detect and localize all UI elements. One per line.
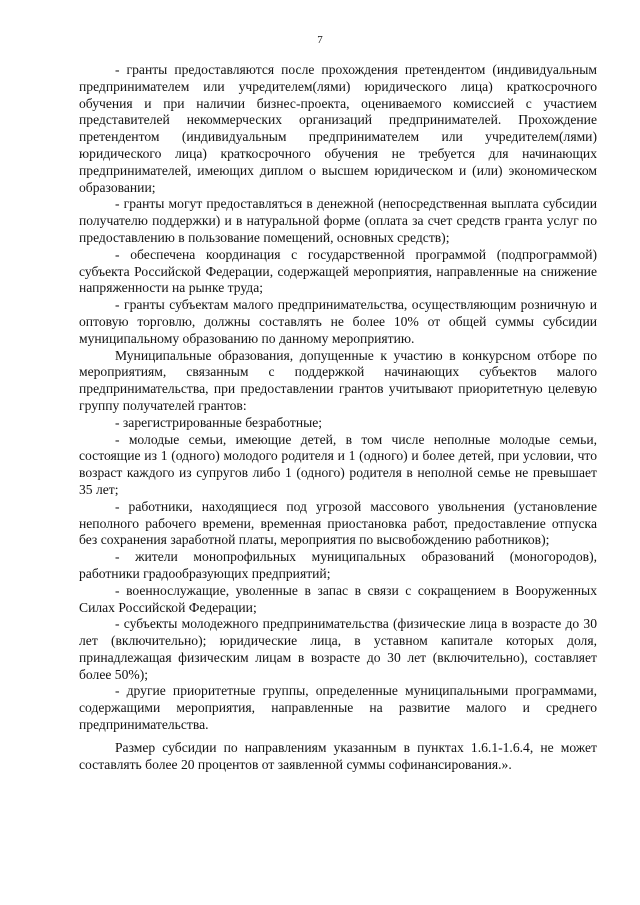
paragraph: Размер субсидии по направлениям указанным в пунктах 1.6.1-1.6.4, не может составлять более 20 процентов от заявленной суммы софинансирования.».: [79, 739, 597, 772]
paragraph: - обеспечена координация с государственной программой (подпрограммой) субъекта Российской Федерации, содержащей мероприятия, направленные на снижение напряженности на рынке труда;: [79, 246, 597, 296]
paragraph: - гранты могут предоставляться в денежной (непосредственная выплата субсидии получателю поддержки) и в натуральной форме (оплата за счет средств гранта услуг по предоставлению в пользование помещений, основных средств);: [79, 196, 597, 245]
document-body: [79, 62, 597, 773]
paragraph: - гранты предоставляются после прохождения претендентом (индивидуальным предпринимателем или учредителем(лями) юридического лица) краткосрочного обучения и при наличии бизнес-проекта, оцениваемого комиссией с участием представителей некоммерческих организаций предпринимателей. Прохождение претендентом (индивидуальным предпринимателем или учредителем(лями) юридического лица) краткосрочного обучения не требуется для начинающих предпринимателей, имеющих диплом о высшем юридическом и (или) экономическом образовании;: [79, 62, 597, 195]
paragraph: - гранты субъектам малого предпринимательства, осуществляющим розничную и оптовую торговлю, должны составлять не более 10% от общей суммы субсидии муниципальному образованию по данному мероприятию.: [79, 297, 597, 346]
list-item: - молодые семьи, имеющие детей, в том числе неполные молодые семьи, состоящие из 1 (одного) молодого родителя и 1 (одного) и более детей, при условии, что возраст каждого из супругов либо 1 (одного) родителя в неполной семье не превышает 35 лет;: [79, 431, 597, 497]
list-item: - работники, находящиеся под угрозой массового увольнения (установление неполного рабочего времени, временная приостановка работ, предоставление отпуска без сохранения заработной платы, мероприятия по высвобождению работников);: [79, 498, 597, 548]
list-item: - военнослужащие, уволенные в запас в связи с сокращением в Вооруженных Силах Российской Федерации;: [79, 582, 597, 615]
list-item: - субъекты молодежного предпринимательства (физические лица в возрасте до 30 лет (включительно); юридические лица, в уставном капитале которых доля, принадлежащая физическим лицам в возрасте до 30 лет (включительно), составляет более 50%);: [79, 616, 597, 682]
list-item: - другие приоритетные группы, определенные муниципальными программами, содержащими мероприятия, направленные на развитие малого и среднего предпринимательства.: [79, 683, 597, 733]
list-item: - зарегистрированные безработные;: [115, 414, 323, 430]
list-item: - жители монопрофильных муниципальных образований (моногородов), работники градообразующих предприятий;: [79, 549, 597, 581]
page-number: 7: [317, 34, 323, 46]
paragraph: Муниципальные образования, допущенные к участию в конкурсном отборе по мероприятиям, связанным с поддержкой начинающих субъектов малого предпринимательства, при предоставлении грантов учитывают приоритетную целевую группу получателей грантов:: [79, 347, 597, 413]
